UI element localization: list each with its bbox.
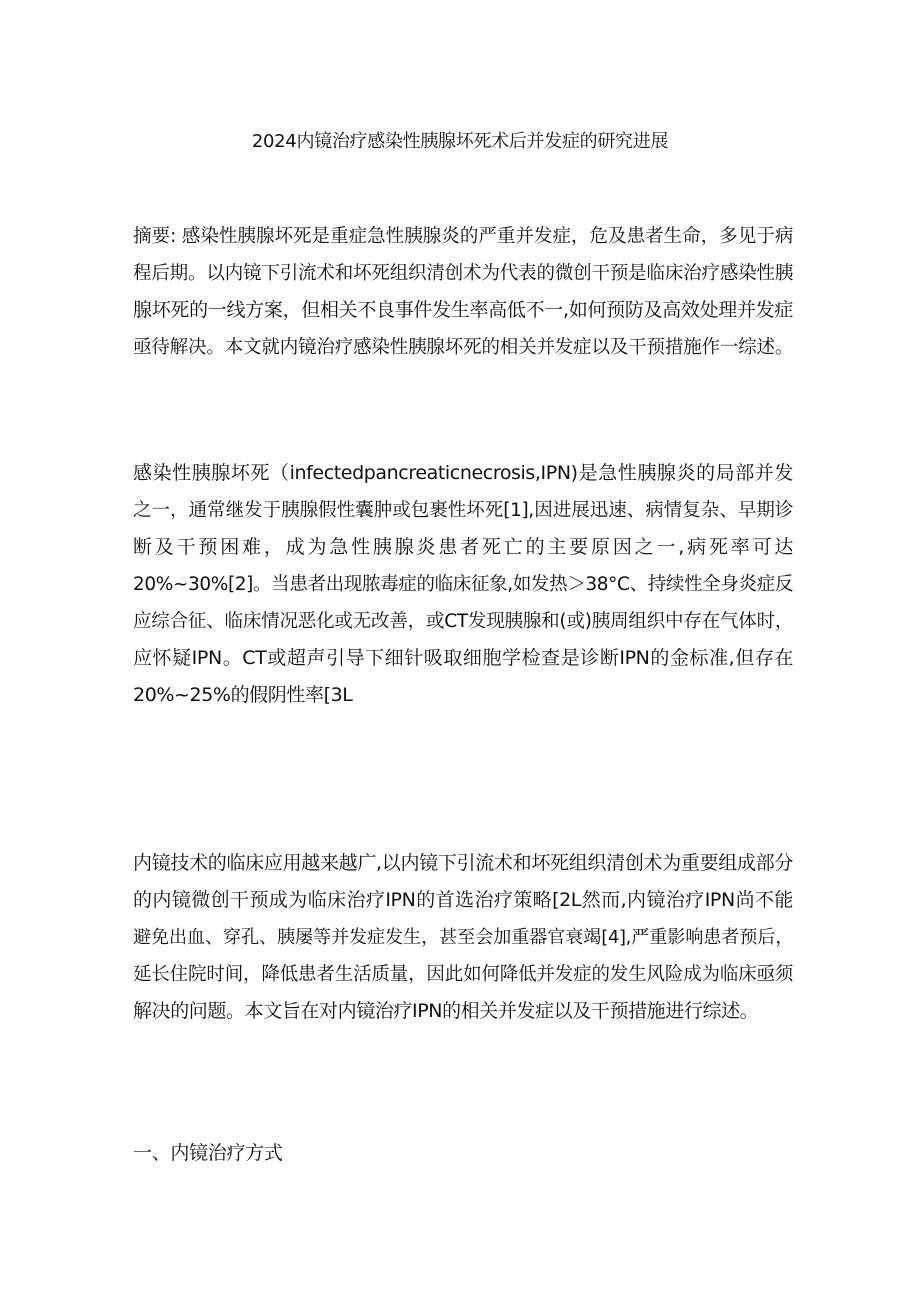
paragraph-line: 应怀疑IPN。CT或超声引导下细针吸取细胞学检查是诊断IPN的金标准,但存在 xyxy=(133,647,793,669)
document-title: 2024内镜治疗感染性胰腺坏死术后并发症的研究进展 xyxy=(251,131,669,152)
abstract-line: 程后期。以内镜下引流术和坏死组织清创术为代表的微创干预是临床治疗感染性胰 xyxy=(133,263,793,284)
section-heading: 一、内镜治疗方式 xyxy=(133,1142,283,1164)
paragraph-line: 断及干预困难，成为急性胰腺炎患者死亡的主要原因之一,病死率可达 xyxy=(133,536,793,558)
paragraph-line: 应综合征、临床情况恶化或无改善，或CT发现胰腺和(或)胰周组织中存在气体时， xyxy=(133,611,793,632)
paragraph-line: 20%~30%[2]。当患者出现脓毒症的临床征象,如发热＞38°C、持续性全身炎症反 xyxy=(133,574,793,595)
paragraph-line: 内镜技术的临床应用越来越广,以内镜下引流术和坏死组织清创术为重要组成部分 xyxy=(133,852,793,874)
paragraph-line: 之一，通常继发于胰腺假性囊肿或包裹性坏死[1],因进展迅速、病情复杂、早期诊 xyxy=(133,500,793,521)
abstract-line: 亟待解决。本文就内镜治疗感染性胰腺坏死的相关并发症以及干预措施作一综述。 xyxy=(133,337,793,358)
body-paragraph-1 xyxy=(133,455,793,714)
paragraph-line: 延长住院时间，降低患者生活质量，因此如何降低并发症的发生风险成为临床亟须 xyxy=(133,964,793,985)
paragraph-line: 感染性胰腺坏死（infectedpancreaticnecrosis,IPN)是急性胰腺炎的局部并发 xyxy=(133,462,793,484)
paragraph-line: 20%~25%的假阴性率[3L xyxy=(133,684,353,706)
abstract-line: 摘要: 感染性胰腺坏死是重症急性胰腺炎的严重并发症，危及患者生命，多见于病 xyxy=(133,226,793,247)
paragraph-line: 解决的问题。本文旨在对内镜治疗IPN的相关并发症以及干预措施进行综述。 xyxy=(133,1000,759,1022)
abstract-paragraph xyxy=(133,218,793,366)
paragraph-line: 避免出血、穿孔、胰屡等并发症发生，甚至会加重器官衰竭[4],严重影响患者预后， xyxy=(133,927,793,948)
abstract-line: 腺坏死的一线方案，但相关不良事件发生率高低不一,如何预防及高效处理并发症 xyxy=(133,299,793,321)
body-paragraph-2 xyxy=(133,845,793,1030)
paragraph-line: 的内镜微创干预成为临床治疗IPN的首选治疗策略[2L然而,内镜治疗IPN尚不能 xyxy=(133,889,793,911)
